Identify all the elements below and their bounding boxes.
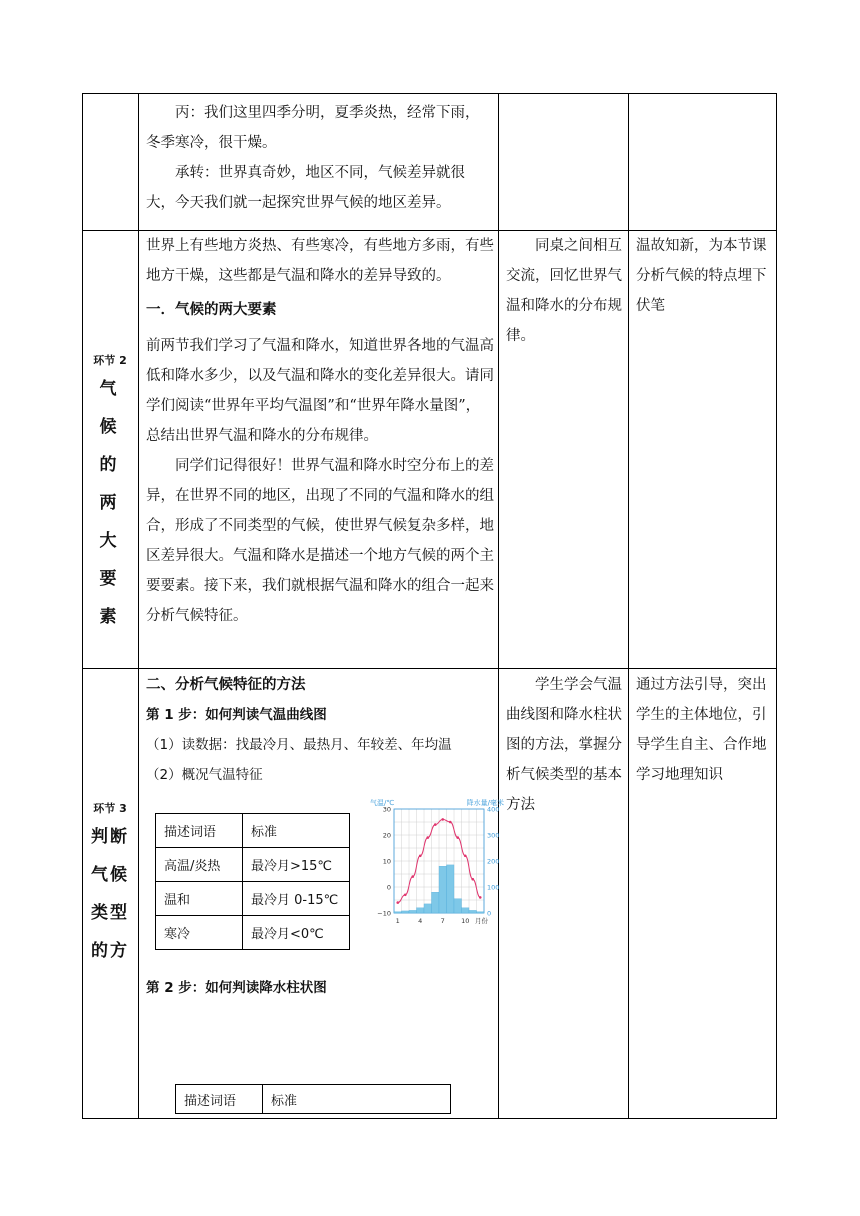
criterion-cell: 最冷月>15℃ [243,848,350,882]
left-tick-label: −10 [377,909,391,918]
step-heading: 第 2 步：如何判读降水柱状图 [146,980,327,996]
row3-student-activity: 学生学会气温曲线图和降水柱状图的方法，掌握分析气候类型的基本方法 [506,677,622,813]
right-tick-label: 200 [487,857,500,866]
row3-label [84,800,136,970]
precipitation-bar [477,912,485,913]
precipitation-bar [447,865,455,913]
section-title: 判断气候类型的方 [91,827,129,961]
precipitation-bar [439,866,447,913]
row2-label [84,352,136,636]
criterion-cell: 标准 [263,1085,451,1114]
row3-content [146,670,494,790]
precipitation-bar [469,910,477,913]
term-cell: 温和 [156,882,243,916]
step-heading: 第 1 步：如何判读气温曲线图 [146,707,327,723]
section-number: 环节 3 [93,802,127,815]
table-col-divider [628,93,629,1119]
transition-paragraph: 承转：世界真奇妙，地区不同，气候差异就很大，今天我们就一起探究世界气候的地区差异。 [146,165,465,211]
temperature-point [441,818,444,821]
right-tick-label: 400 [487,805,500,814]
term-cell: 描述词语 [156,814,243,848]
left-axis-label: 气温/℃ [370,799,395,807]
table-row [156,848,350,882]
table-row [176,1085,451,1114]
section-heading: 一．气候的两大要素 [146,302,277,318]
temperature-point [456,836,459,839]
section-heading: 二、分析气候特征的方法 [146,677,306,693]
precipitation-bar [394,912,402,913]
criterion-cell: 最冷月<0℃ [243,916,350,950]
step-item: （2）概况气温特征 [146,767,263,783]
precipitation-bar [402,911,410,913]
criterion-cell: 标准 [243,814,350,848]
temperature-point [404,894,407,897]
table-row [156,882,350,916]
right-axis-label: 降水量/毫米 [466,799,504,807]
dialogue-paragraph: 丙：我们这里四季分明，夏季炎热，经常下雨，冬季寒冷，很干燥。 [146,105,480,151]
section-title: 气候的两大要素 [99,379,125,627]
row2-design-intent: 温故知新，为本节课分析气候的特点埋下伏笔 [636,238,767,314]
climate-chart [370,795,504,935]
step-item: （1）读数据：找最冷月、最热月、年较差、年均温 [146,737,452,753]
temperature-criteria-table [155,813,350,950]
precipitation-bar [462,908,470,913]
precipitation-bar [432,892,440,913]
table-row [156,916,350,950]
precipitation-bar [417,908,425,913]
temperature-point [471,878,474,881]
left-tick-label: 30 [382,805,391,814]
row1-content [146,98,492,218]
temperature-point [411,875,414,878]
temperature-point [426,836,429,839]
temperature-point [449,821,452,824]
right-tick-label: 0 [487,909,492,918]
right-tick-label: 300 [487,831,500,840]
term-cell: 寒冷 [156,916,243,950]
left-tick-label: 10 [382,857,391,866]
row2-content [146,231,494,631]
section-number: 环节 2 [93,354,127,367]
x-tick-label: 1 [395,917,400,925]
temperature-point [434,823,437,826]
temperature-point [396,901,399,904]
precipitation-bar [424,904,432,913]
row3-design-intent: 通过方法引导，突出学生的主体地位，引导学生自主、合作地学习地理知识 [636,677,767,783]
criterion-cell: 最冷月 0-15℃ [243,882,350,916]
table-row [156,814,350,848]
temperature-point [419,855,422,858]
table-col-divider [498,93,499,1119]
x-tick-label: 4 [418,917,423,925]
precipitation-bar [409,910,417,913]
row2-student-activity: 同桌之间相互交流，回忆世界气温和降水的分布规律。 [506,238,622,344]
term-cell: 高温/炎热 [156,848,243,882]
table-col-divider [138,93,139,1119]
left-tick-label: 20 [382,831,391,840]
temperature-point [479,896,482,899]
temperature-point [464,855,467,858]
x-axis-label: 月份 [475,917,488,925]
table-row-divider [82,668,777,669]
x-tick-label: 10 [461,917,470,925]
left-tick-label: 0 [386,883,391,892]
intro-paragraph: 世界上有些地方炎热、有些寒冷，有些地方多雨，有些地方干燥，这些都是气温和降水的差异导致的。 [146,238,494,284]
precipitation-criteria-table [175,1084,451,1114]
x-tick-label: 7 [440,917,445,925]
precipitation-bar [454,899,462,913]
paragraph: 同学们记得很好！世界气温和降水时空分布上的差异，在世界不同的地区，出现了不同的气温和降水的组合，形成了不同类型的气候，使世界气候复杂多样，地区差异很大。气温和降水是描述一个地方气候的两个主要要素。接下来，我们就根据气温和降水的组合一起来分析气候特征。 [146,458,494,624]
paragraph: 前两节我们学习了气温和降水，知道世界各地的气温高低和降水多少，以及气温和降水的变化差异很大。请同学们阅读“世界年平均气温图”和“世界年降水量图”，总结出世界气温和降水的分布规律。 [146,338,494,444]
right-tick-label: 100 [487,883,500,892]
term-cell: 描述词语 [176,1085,263,1114]
